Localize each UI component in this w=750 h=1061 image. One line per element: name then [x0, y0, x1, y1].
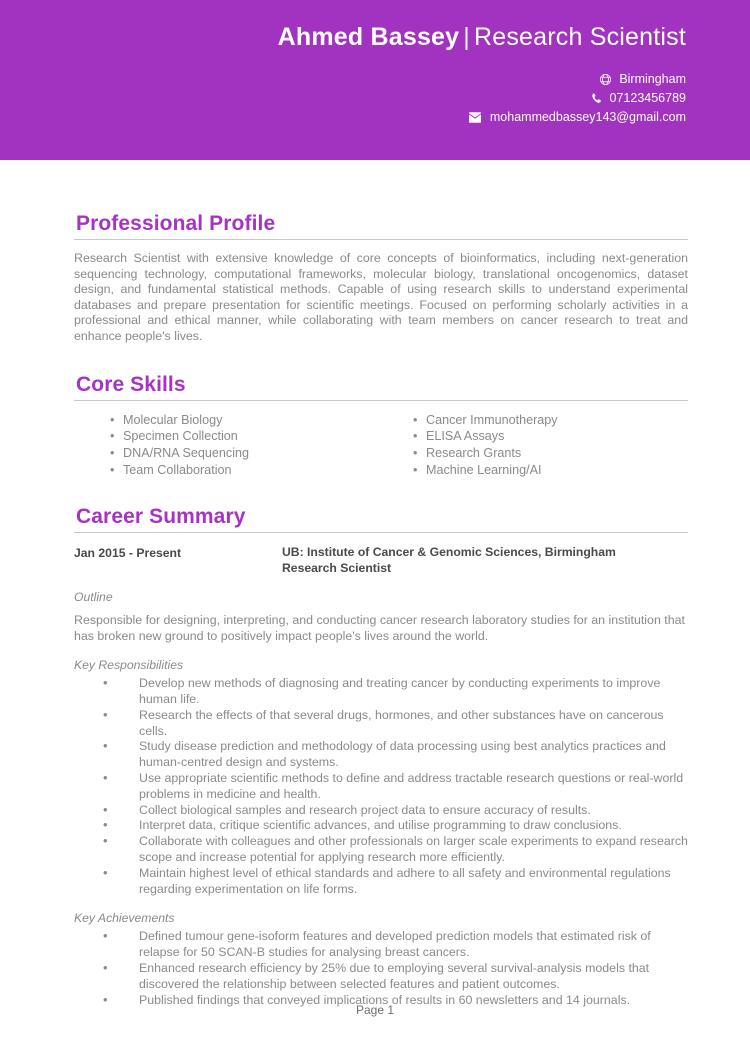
- list-item: [74, 771, 688, 803]
- responsibility-text: Interpret data, critique scientific advances, and utilise programming to draw conclusions.: [139, 818, 622, 833]
- skill-label: Research Grants: [426, 446, 522, 461]
- skill-label: Molecular Biology: [123, 412, 223, 427]
- resume-body: [0, 212, 750, 1008]
- job-employer: UB: Institute of Cancer & Genomic Sciences, Birmingham: [282, 544, 616, 559]
- skill-item: [110, 445, 381, 462]
- envelope-icon: [469, 112, 481, 123]
- list-item: [74, 803, 688, 819]
- bullet-icon: •: [103, 959, 108, 975]
- skill-item: [413, 412, 688, 429]
- section-divider: [74, 400, 688, 401]
- contact-location: [0, 70, 686, 89]
- contact-email: [0, 108, 686, 127]
- section-title-professional-profile: Professional Profile: [76, 212, 276, 235]
- job-entry-header: [74, 544, 688, 576]
- key-achievements-list: [74, 929, 688, 1008]
- responsibility-text: Develop new methods of diagnosing and treating cancer by conducting experiments to improve human life.: [139, 676, 661, 706]
- skill-label: Specimen Collection: [123, 429, 238, 444]
- responsibility-text: Collaborate with colleagues and other professionals on larger scale experiments to expand research scope and increase potential for applying research more efficiently.: [139, 834, 688, 864]
- achievement-text: Published findings that conveyed implications of results in 60 newsletters and 14 journals.: [139, 992, 631, 1007]
- responsibility-text: Use appropriate scientific methods to define and address tractable research questions or real-world problems in medicine and health.: [139, 770, 684, 801]
- bullet-icon: •: [103, 706, 108, 722]
- candidate-role: Research Scientist: [473, 23, 686, 51]
- professional-profile-text: Research Scientist with extensive knowledge of core concepts of bioinformatics, including next-generation sequencing technology, computational frameworks, molecular biology, translational oncogenomics, dataset design, and fundamental statistical methods. Capable of using research skills to understand experimental databases and prepare presentation for scientific meetings. Focused on performing scholarly activities in a professional and ethical manner, while collaborating with team members on cancer research to treat and enhance people's lives.: [74, 251, 688, 343]
- skill-item: [110, 462, 381, 479]
- outline-label: Outline: [74, 589, 113, 604]
- skill-item: [110, 428, 381, 445]
- bullet-icon: •: [413, 462, 418, 477]
- bullet-icon: •: [413, 412, 418, 427]
- section-divider: [74, 239, 688, 240]
- section-title-core-skills: Core Skills: [76, 372, 186, 396]
- list-item: [74, 866, 688, 898]
- list-item: [74, 739, 688, 771]
- list-item: [74, 834, 688, 866]
- bullet-icon: •: [103, 864, 108, 880]
- skill-label: DNA/RNA Sequencing: [123, 446, 250, 461]
- key-responsibilities-list: [74, 676, 688, 897]
- bullet-icon: •: [110, 429, 115, 444]
- section-professional-profile: [74, 212, 688, 345]
- bullet-icon: •: [103, 769, 108, 785]
- section-title-career-summary: Career Summary: [76, 504, 246, 528]
- skill-label: Team Collaboration: [123, 462, 232, 477]
- achievement-text: Defined tumour gene-isoform features and developed prediction models that estimated risk of relapse for 50 SCAN-B studies for analysing breast cancers.: [139, 929, 651, 960]
- skill-label: Cancer Immunotherapy: [426, 412, 558, 427]
- skill-label: ELISA Assays: [426, 429, 505, 444]
- section-divider: [74, 532, 688, 533]
- header-inner: [0, 0, 750, 127]
- bullet-icon: •: [110, 412, 115, 427]
- bullet-icon: •: [103, 817, 108, 833]
- name-role-separator: |: [463, 23, 470, 51]
- skills-columns: [74, 412, 688, 479]
- responsibility-text: Maintain highest level of ethical standards and adhere to all safety and environmental regulations regarding experimentation on life forms.: [139, 865, 671, 896]
- skill-label: Machine Learning/AI: [426, 462, 542, 477]
- responsibility-text: Collect biological samples and research project data to ensure accuracy of results.: [139, 802, 591, 817]
- list-item: [74, 818, 688, 834]
- bullet-icon: •: [103, 991, 108, 1007]
- skill-item: [413, 462, 688, 479]
- skill-item: [110, 412, 381, 429]
- bullet-icon: •: [103, 833, 108, 849]
- resume-header-band: [0, 0, 750, 160]
- job-dates: Jan 2015 - Present: [74, 545, 182, 560]
- responsibility-text: Research the effects of that several drugs, hormones, and other substances have on cancerous cells.: [139, 707, 664, 738]
- contact-phone-value: 07123456789: [609, 91, 686, 105]
- bullet-icon: •: [103, 675, 108, 691]
- header-name-line: [0, 22, 686, 52]
- job-employer-block: [282, 544, 688, 576]
- contact-list: [0, 70, 686, 127]
- phone-icon: [590, 93, 601, 104]
- bullet-icon: •: [103, 738, 108, 754]
- contact-location-value: Birmingham: [619, 72, 686, 86]
- list-item: [74, 676, 688, 708]
- contact-email-value: mohammedbassey143@gmail.com: [489, 110, 686, 124]
- candidate-name: Ahmed Bassey: [277, 23, 460, 51]
- globe-icon: [600, 74, 611, 85]
- skill-item: [413, 445, 688, 462]
- list-item: [74, 961, 688, 993]
- bullet-icon: •: [110, 462, 115, 477]
- key-achievements-block: [74, 910, 688, 1008]
- key-responsibilities-label: Key Responsibilities: [74, 658, 184, 673]
- bullet-icon: •: [103, 801, 108, 817]
- page-number-label: Page 1: [355, 1003, 395, 1017]
- achievement-text: Enhanced research efficiency by 25% due to employing several survival-analysis models that discovered the relationship between selected features and patient outcomes.: [139, 960, 650, 991]
- bullet-icon: •: [103, 928, 108, 944]
- skills-column-right: [381, 412, 688, 479]
- page-footer: [0, 1003, 750, 1017]
- bullet-icon: •: [413, 446, 418, 461]
- outline-text: Responsible for designing, interpreting, and conducting cancer research laboratory studies for an institution that has broken new ground to positively impact people's lives around the world.: [74, 612, 685, 643]
- key-achievements-label: Key Achievements: [74, 911, 175, 926]
- responsibility-text: Study disease prediction and methodology of data processing using best analytics practices and human-centred design and systems.: [139, 739, 666, 770]
- list-item: [74, 929, 688, 961]
- list-item: [74, 708, 688, 740]
- skill-item: [413, 428, 688, 445]
- job-title: Research Scientist: [282, 560, 392, 575]
- bullet-icon: •: [413, 429, 418, 444]
- section-core-skills: [74, 373, 688, 479]
- section-career-summary: [74, 505, 688, 1009]
- bullet-icon: •: [110, 446, 115, 461]
- contact-phone: [0, 89, 686, 108]
- skills-column-left: [74, 412, 381, 479]
